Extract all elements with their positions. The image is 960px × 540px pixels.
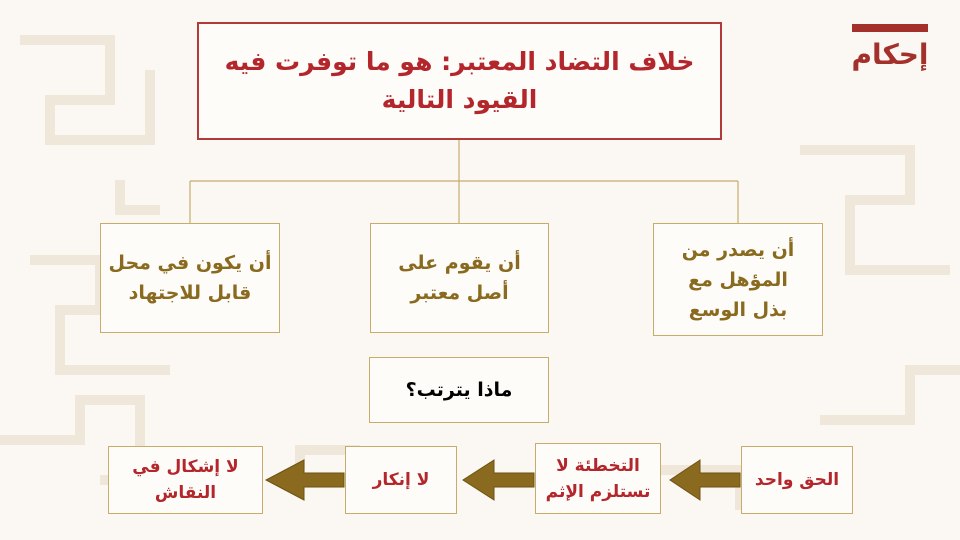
chain-box-no-sin [535,443,661,514]
main-definition-text: خلاف التضاد المعتبر: هو ما توفرت فيه القيود التالية [224,47,695,114]
main-definition-box [197,22,722,140]
consequence-question-box [369,357,549,423]
consequence-question-text: ماذا يترتب؟ [405,379,513,401]
svg-text:إحكام: إحكام [851,38,929,71]
condition-text-basis: أن يقوم على أصل معتبر [398,252,521,304]
chain-box-truth-one [741,446,853,514]
condition-text-qualified: أن يصدر من المؤهل مع بذل الوسع [681,238,795,321]
ihkam-logo [848,22,932,100]
condition-box-basis [370,223,549,333]
condition-box-ijtihad [100,223,280,333]
chain-box-no-denial [345,446,457,514]
chain-text-no-denial: لا إنكار [372,470,430,490]
chain-box-no-issue [108,446,263,514]
chain-text-truth-one: الحق واحد [754,470,840,490]
condition-text-ijtihad: أن يكون في محل قابل للاجتهاد [108,252,272,304]
chain-text-no-sin: التخطئة لا تستلزم الإثم [545,455,651,502]
chain-text-no-issue: لا إشكال في النقاش [132,457,239,503]
condition-box-qualified [653,223,823,336]
